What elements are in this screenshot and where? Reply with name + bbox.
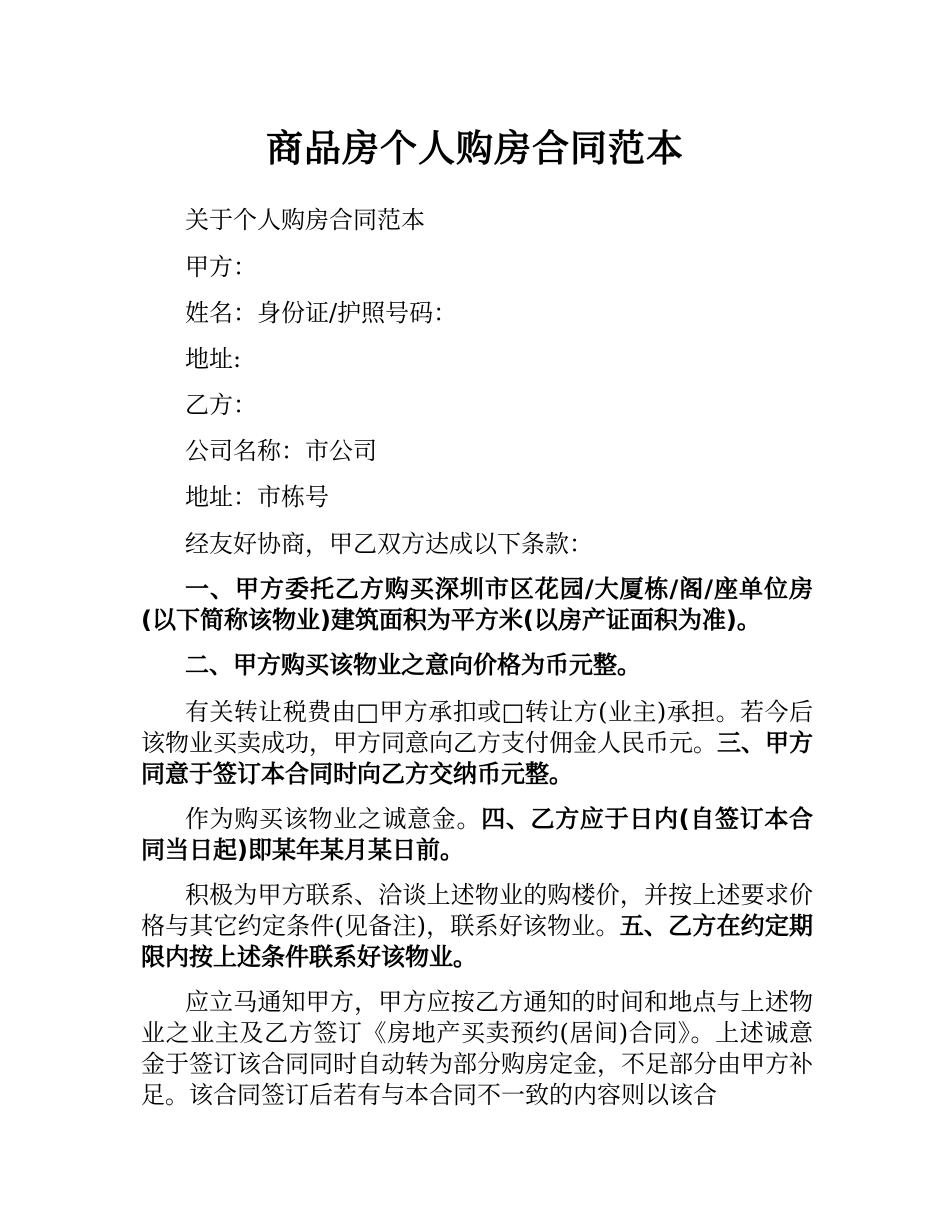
company-line: 公司名称：市公司 [185,437,377,465]
party-a-line: 甲方： [185,253,257,281]
address-a-line: 地址: [185,345,242,373]
clause-2: 二、甲方购买该物业之意向价格为币元整。 [185,651,641,679]
clause-5-heading: 五、乙方在约定期限内按上述条件联系好该物业。 [141,912,814,971]
address-b-line: 地址：市栋号 [185,483,329,511]
clause-6-paragraph: 应立马通知甲方，甲方应按乙方通知的时间和地点与上述物业之业主及乙方签订《房地产买卖预约(居间)合同》。上述诚意金于签订该合同同时自动转为部分购房定金，不足部分由甲方补足。该合同签订后若有与本合同不一致的内容则以该合 [141,988,813,1109]
name-id-line: 姓名：身份证/护照号码： [185,299,458,327]
clause-3-paragraph [141,697,813,790]
clause-5-text: 积极为甲方联系、洽谈上述物业的购楼价，并按上述要求价格与其它约定条件(见备注)，联系好该物业。 [141,881,813,940]
subtitle-line: 关于个人购房合同范本 [185,206,425,234]
clause-4-text: 作为购买该物业之诚意金。 [185,805,482,833]
document-title: 商品房个人购房合同范本 [266,127,684,170]
clause-3-text: 有关转让税费由□甲方承扣或□转让方(业主)承担。若今后该物业买卖成功，甲方同意向乙方支付佣金人民币元。 [141,698,813,757]
clause-1: 一、甲方委托乙方购买深圳市区花园/大厦栋/阁/座单位房(以下简称该物业)建筑面积为平方米(以房产证面积为准)。 [141,575,813,634]
clause-5-paragraph [141,880,813,973]
party-b-line: 乙方： [185,391,257,419]
clause-3-heading: 三、甲方同意于签订本合同时向乙方交纳币元整。 [141,729,813,788]
intro-line: 经友好协商，甲乙双方达成以下条款： [185,530,593,558]
clause-4-paragraph [141,804,813,866]
clause-4-heading: 四、乙方应于日内(自签订本合同当日起)即某年某月某日前。 [141,805,814,864]
